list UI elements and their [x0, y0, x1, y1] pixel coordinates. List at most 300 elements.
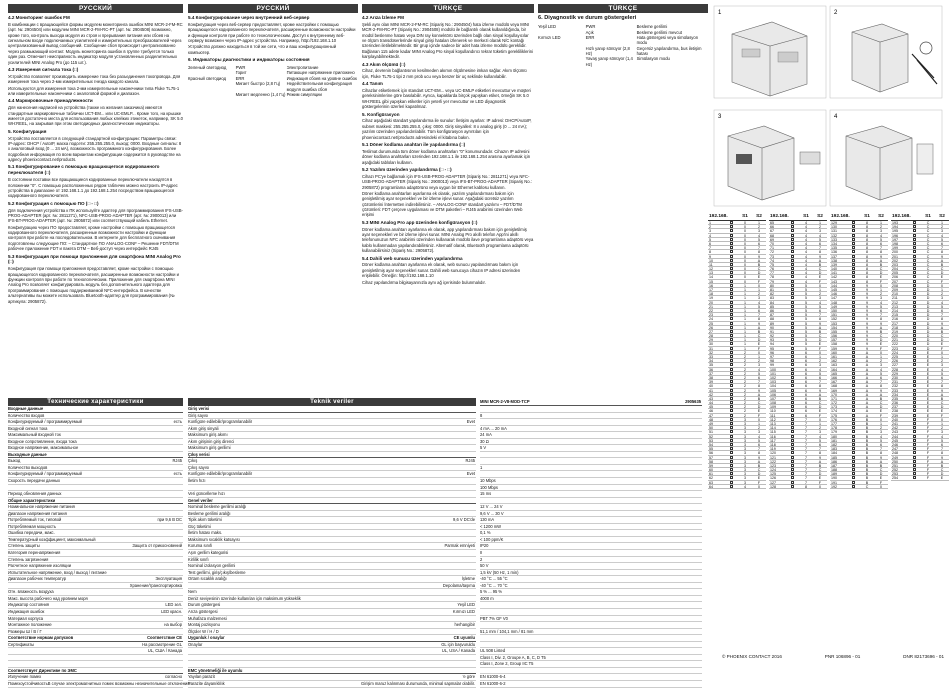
switch-s1-value: A: [865, 350, 869, 355]
switch-s2-value: B: [757, 329, 761, 334]
address-value: 41: [709, 388, 713, 393]
tech-label: Durum göstergesi: [188, 602, 221, 608]
address-box: [852, 363, 860, 366]
checkbox-icon: [913, 338, 916, 341]
switch-s1-value: 6: [805, 413, 807, 418]
checkbox-icon: [730, 368, 733, 371]
tech-label: Излучение помех: [8, 674, 42, 680]
tech-label: Степень загрязнения: [8, 556, 49, 562]
address-value: 3: [709, 229, 711, 234]
switch-s2-value: D: [818, 338, 822, 343]
address-value: 169: [831, 388, 837, 393]
address-value: 137: [831, 254, 837, 259]
switch-s2-value: B: [757, 396, 761, 401]
tech-value-extra: [701, 583, 702, 589]
address-box: [913, 326, 921, 329]
switch-s2-value: 6: [758, 241, 760, 246]
address-box: [791, 301, 799, 304]
switch-s1-value: 5: [805, 317, 807, 322]
tech-value: [480, 458, 701, 464]
address-box: [730, 405, 738, 408]
address-value: 64: [709, 484, 713, 489]
switch-s1-value: 4: [805, 262, 807, 267]
switch-s2-value: 8: [880, 451, 882, 456]
switch-s1-value: 6: [805, 396, 807, 401]
address-value: 203: [892, 262, 898, 267]
checkbox-icon: [791, 468, 794, 471]
diag-led: [538, 56, 586, 67]
checkbox-icon: [730, 418, 733, 421]
tech-value-extra: [701, 524, 702, 530]
tech-label: [188, 661, 475, 667]
switch-s2-value: 8: [880, 317, 882, 322]
tech-label: Giriş verisi: [188, 406, 210, 411]
address-value: 162: [831, 359, 837, 364]
switch-s2-value: 6: [819, 442, 821, 447]
address-box: [791, 250, 799, 253]
tech-value: 0,1 %: [480, 530, 491, 536]
switch-s2-value: 9: [758, 254, 760, 259]
address-value: 26: [709, 325, 713, 330]
address-value: 34: [709, 359, 713, 364]
switch-s2-value: E: [940, 409, 944, 414]
copyright: © PHOENIX CONTACT 2016: [722, 654, 782, 659]
address-box: [913, 384, 921, 387]
switch-s2-value: 7: [880, 313, 882, 318]
checkbox-icon: [913, 393, 916, 396]
checkbox-icon: [791, 464, 794, 467]
switch-s2-value: 9: [758, 388, 760, 393]
checkbox-icon: [852, 460, 855, 463]
address-box: [852, 313, 860, 316]
switch-s2-value: 2: [819, 292, 821, 297]
checkbox-icon: [791, 397, 794, 400]
tech-condition: [182, 524, 183, 530]
address-box: [913, 238, 921, 241]
switch-s2-value: A: [757, 459, 761, 464]
switch-s1-value: 6: [805, 371, 807, 376]
checkbox-icon: [730, 443, 733, 446]
tech-value: 12 V ... 24 V: [480, 504, 503, 510]
address-value: 77: [770, 271, 774, 276]
checkbox-icon: [791, 347, 794, 350]
checkbox-icon: [852, 288, 855, 291]
address-box: [730, 305, 738, 308]
address-value: 63: [709, 480, 713, 485]
checkbox-icon: [913, 426, 916, 429]
address-value: 25: [709, 321, 713, 326]
tech-condition: LED красн.: [161, 608, 182, 614]
switch-s1-value: E: [926, 388, 930, 393]
switch-s2-value: 5: [819, 237, 821, 242]
address-value: 155: [831, 329, 837, 334]
tech-label: Материал корпуса: [8, 615, 44, 621]
diag-led: Yeşil LED: [538, 24, 557, 30]
address-value: 86: [770, 308, 774, 313]
address-value: 243: [892, 430, 898, 435]
tech-label: Скорость передачи данных: [8, 478, 61, 484]
tech-value-extra: [701, 609, 702, 615]
address-value: 134: [831, 241, 837, 246]
switch-s2-value: 8: [941, 250, 943, 255]
address-box: [913, 225, 921, 228]
address-value: 54: [709, 442, 713, 447]
switch-s1-value: 5: [805, 304, 807, 309]
tech-condition: Хранение/транспортировка: [129, 582, 182, 588]
tech-condition: [182, 445, 183, 451]
switch-s2-value: D: [818, 271, 822, 276]
diag-meaning: Режим симуляции: [286, 91, 322, 97]
switch-s1-value: 7: [805, 422, 807, 426]
switch-s1-value: 0: [744, 262, 746, 267]
switch-s1-value: 8: [866, 262, 868, 267]
diag-state: PWR: [585, 24, 596, 30]
switch-s1-label: S1: [925, 214, 931, 219]
switch-s2-value: 5: [819, 371, 821, 376]
address-box: [730, 389, 738, 392]
address-box: [730, 280, 738, 283]
switch-s2-value: 6: [880, 308, 882, 313]
address-value: 181: [831, 438, 837, 443]
switch-s2-value: 6: [880, 375, 882, 380]
switch-s1-value: 5: [805, 346, 807, 351]
tech-condition: herhangibir: [454, 622, 475, 628]
address-box: [791, 234, 799, 237]
checkbox-icon: [791, 305, 794, 308]
switch-s1-value: 6: [805, 359, 807, 364]
checkbox-icon: [791, 401, 794, 404]
switch-s1-value: 6: [805, 405, 807, 410]
checkbox-icon: [730, 414, 733, 417]
switch-s2-value: 4: [819, 233, 821, 238]
figure-label: 2: [834, 10, 838, 16]
technical-values: [480, 398, 702, 688]
switch-s1-value: 5: [805, 308, 807, 313]
checkbox-icon: [791, 338, 794, 341]
address-value: 38: [709, 375, 713, 380]
tech-condition: Girişim maruz kalınması durumunda, minimal sapmalar olabilir.: [361, 680, 475, 686]
address-box: [852, 401, 860, 404]
paragraph: В комбинации с вращающейся формы модулем мониторинга ошибок MINI MCR-2-FM-RC (арт. №: 2904504) или модулем MINI MCR-2-FM-RC-PT (арт. №: 2904508) возможно, кроме того, контроль выхода модуля из строя и прерывания питания или сбоев на сигнальном входе подключаемых усилителей и измерительных преобразователей через централизованный вывод сообщений. Сообщение сбоя происходит централизованно через размыкающий контакт. Модуль мониторинга ошибок в группе требуется только один раз. Отмечает неисправность индикатор модуля установленных разделительных усилителей MINI Analog Pro (до 115 шт.).: [8, 21, 183, 65]
checkbox-icon: [730, 447, 733, 450]
checkbox-icon: [913, 280, 916, 283]
tech-value: 24 mA: [480, 432, 492, 438]
address-value: 206: [892, 275, 898, 280]
checkbox-icon: [913, 326, 916, 329]
address-box: [730, 322, 738, 325]
tech-value: 1,5 kV (50 Hz, 1 min): [480, 569, 519, 575]
tech-value-extra: [701, 550, 702, 556]
switch-s1-value: 4: [805, 254, 807, 259]
address-box: [913, 380, 921, 383]
address-box: [791, 443, 799, 446]
switch-s2-value: 9: [880, 254, 882, 259]
address-box: [852, 380, 860, 383]
switch-s2-value: 8: [819, 384, 821, 389]
address-value: 150: [831, 308, 837, 313]
address-box: [791, 322, 799, 325]
address-value: 24: [709, 317, 713, 322]
tech-value: EN 61000-6-4: [480, 674, 506, 680]
tech-label: Çıkış verisi: [188, 451, 210, 457]
checkbox-icon: [791, 221, 794, 224]
address-value: 239: [892, 413, 898, 418]
address-box: [791, 409, 799, 412]
switch-s2-value: 7: [819, 380, 821, 385]
tech-value-extra: [701, 485, 702, 491]
address-box: [791, 292, 799, 295]
tech-condition: [182, 452, 183, 458]
tech-value-extra: [701, 602, 702, 608]
switch-s2-label: S2: [878, 214, 884, 219]
tech-condition: Parmak emniyeti: [444, 543, 475, 549]
address-box: [852, 443, 860, 446]
tech-value: [480, 602, 701, 608]
switch-s1-value: 4: [805, 233, 807, 238]
pnr-number: PNR 106896 - 01: [824, 654, 861, 659]
checkbox-icon: [913, 271, 916, 274]
tech-value: 130 mA: [480, 517, 495, 523]
address-value: 148: [831, 300, 837, 305]
address-value: 111: [770, 413, 776, 418]
switch-s2-value: 6: [941, 308, 943, 313]
address-value: 136: [831, 250, 837, 255]
address-box: [852, 464, 860, 467]
address-value: 214: [892, 308, 898, 313]
address-box: [791, 288, 799, 291]
address-box: [913, 409, 921, 412]
address-value: 252: [892, 468, 898, 473]
address-value: 174: [831, 409, 837, 414]
checkbox-icon: [852, 481, 855, 484]
switch-s1-value: A: [865, 355, 869, 359]
switch-s1-value: 8: [866, 254, 868, 259]
address-value: 66: [770, 225, 774, 230]
address-box: [852, 426, 860, 429]
tech-condition: [182, 439, 183, 445]
tech-value: [480, 668, 701, 674]
figure-4: [830, 110, 942, 206]
switch-s1-value: 1: [744, 283, 746, 288]
address-box: [730, 426, 738, 429]
address-value: 156: [831, 334, 837, 339]
switch-s2-value: E: [879, 476, 883, 481]
ru-column-1: [8, 4, 183, 394]
checkbox-icon: [852, 259, 855, 262]
section-heading: 5.2 Конфигурация с помощью ПО (□ - □): [8, 200, 99, 206]
address-value: 23: [709, 313, 713, 318]
checkbox-icon: [913, 292, 916, 295]
checkbox-icon: [730, 259, 733, 262]
address-value: 8: [709, 250, 711, 255]
checkbox-icon: [791, 330, 794, 333]
switch-s2-value: 9: [758, 455, 760, 460]
address-value: 114: [770, 426, 776, 431]
address-value: 234: [892, 392, 898, 397]
address-box: [913, 451, 921, 454]
address-value: 195: [892, 229, 898, 234]
address-value: 40: [709, 384, 713, 389]
checkbox-icon: [791, 234, 794, 237]
checkbox-icon: [913, 472, 916, 475]
switch-s1-value: 8: [866, 225, 868, 230]
checkbox-icon: [791, 460, 794, 463]
switch-s1-value: 7: [805, 480, 807, 485]
diag-state: Мигает медленно (1,4 Гц): [235, 91, 286, 97]
address-value: 149: [831, 304, 837, 309]
switch-s2-value: 3: [941, 363, 943, 368]
switch-s2-value: D: [818, 472, 822, 477]
switch-s1-value: B: [865, 451, 869, 456]
switch-s2-value: F: [940, 346, 944, 351]
switch-s1-label: S1: [742, 214, 748, 219]
tech-value: 4000 m: [480, 595, 494, 601]
address-value: 185: [831, 455, 837, 460]
switch-s2-value: 1: [819, 422, 821, 426]
switch-s2-value: 9: [880, 321, 882, 326]
switch-s1-value: 8: [866, 241, 868, 246]
switch-s2-value: 2: [758, 426, 760, 431]
address-value: 39: [709, 380, 713, 385]
address-value: 100: [770, 367, 776, 372]
paragraph: Döner kodlama anahtarı ayarlarına ek olarak, web sunucu yapılandırması bakım için genişletilmiş ayar seçenekleri sunar. Dahili web sunucuya cihazın IP adresi üzerinden erişilebilir. Örneğin: http://192.168.1.10: [362, 262, 521, 279]
switch-s1-value: D: [926, 296, 930, 301]
address-value: 251: [892, 463, 898, 468]
tech-value-extra: [701, 596, 702, 602]
checkbox-icon: [730, 242, 733, 245]
switch-s2-value: 3: [941, 430, 943, 435]
tr-column-2: [538, 4, 708, 84]
address-box: [730, 414, 738, 417]
switch-s1-value: 1: [744, 321, 746, 326]
ru2-text: [188, 15, 358, 63]
address-column: [891, 214, 949, 481]
checkbox-icon: [852, 338, 855, 341]
address-box: [913, 288, 921, 291]
checkbox-icon: [913, 435, 916, 438]
address-box: [791, 296, 799, 299]
section-heading: 5. Konfigürasyon: [362, 111, 400, 117]
tech-value: 2: [480, 556, 483, 562]
address-box: [730, 288, 738, 291]
address-box: [791, 326, 799, 329]
address-box: [852, 447, 860, 450]
address-value: 37: [709, 371, 713, 376]
diag-led: [538, 46, 586, 57]
checkbox-icon: [913, 389, 916, 392]
tech-label: Количество выходов: [8, 464, 48, 470]
address-box: [852, 338, 860, 341]
switch-s2-value: 6: [941, 375, 943, 380]
tech-value-extra: [701, 406, 702, 412]
address-value: 160: [831, 350, 837, 355]
address-value: 10: [709, 258, 713, 263]
address-value: 30: [709, 342, 713, 347]
switch-s2-value: C: [879, 468, 883, 473]
address-value: 133: [831, 237, 837, 242]
address-value: 228: [892, 367, 898, 372]
address-box: [852, 238, 860, 241]
switch-s1-value: 3: [744, 426, 746, 431]
address-value: 22: [709, 308, 713, 313]
tech-label: Giriş sayısı: [188, 412, 209, 418]
checkbox-icon: [791, 259, 794, 262]
address-value: 81: [770, 288, 774, 292]
address-box: [791, 338, 799, 341]
address-value: 209: [892, 288, 898, 292]
checkbox-icon: [852, 234, 855, 237]
address-value: 18: [709, 292, 713, 297]
address-value: 249: [892, 455, 898, 460]
checkbox-icon: [791, 376, 794, 379]
checkbox-icon: [791, 359, 794, 362]
address-value: 180: [831, 434, 837, 439]
checkbox-icon: [913, 405, 916, 408]
switch-s2-value: E: [757, 342, 761, 347]
address-value: 59: [709, 463, 713, 468]
address-value: 207: [892, 279, 898, 284]
checkbox-icon: [852, 275, 855, 278]
switch-s2-value: 4: [758, 434, 760, 439]
address-box: [852, 309, 860, 312]
switch-s2-value: B: [757, 262, 761, 267]
address-box: [913, 464, 921, 467]
address-box: [913, 313, 921, 316]
switch-s2-value: 6: [819, 308, 821, 313]
switch-s2-value: 6: [819, 241, 821, 246]
paragraph: Şekli aynı olan MINI MCR-2-FM-RC (Sipariş No.: 2904504) hata izleme modülü veya MINI MCR-2-FM-RC-PT (Sipariş No.: 2904508) modülü ile bağlantılı olarak kullanıldığında, bir modül beslenme hatası veya DIN ray konnektörü üzerinden bağlı olan sinyal koşullayıcılar ve ölçüm transdüserlerinde sinyal girişi hataları izlenerek ve merkezi olarak N/C kontağı üzerinden iletilebilmektedir. Bir grup içinde sadece bir adet hata izleme modülü gereklidir. Bağlanan 115 adete kadar MINI Analog Pro sinyal koşullandırıcı tekrar tüketim gerekliliklerini karşılayabilmektedir.: [362, 21, 533, 60]
checkbox-icon: [730, 284, 733, 287]
address-box: [852, 234, 860, 237]
switch-s1-value: 4: [805, 267, 807, 272]
switch-s1-value: 6: [805, 363, 807, 368]
checkbox-icon: [852, 267, 855, 270]
checkbox-icon: [730, 481, 733, 484]
switch-s1-value: 9: [866, 304, 868, 309]
switch-s2-value: 9: [880, 388, 882, 393]
address-value: 153: [831, 321, 837, 326]
switch-s1-value: 4: [805, 241, 807, 246]
switch-s2-value: 2: [819, 225, 821, 230]
switch-s2-value: 0: [758, 484, 760, 489]
address-box: [913, 418, 921, 421]
address-box: [730, 292, 738, 295]
checkbox-icon: [791, 255, 794, 258]
switch-s1-value: E: [926, 392, 930, 397]
address-value: 5: [709, 237, 711, 242]
switch-s1-value: 2: [744, 392, 746, 397]
tech-label: [8, 583, 130, 589]
tech-label: Потребляемый ток, типовой: [8, 517, 62, 523]
switch-s2-value: 9: [819, 321, 821, 326]
tech-condition: [475, 452, 476, 458]
tech-condition: Защита от прикосновений: [132, 543, 182, 549]
address-box: [913, 359, 921, 362]
tech-value: [480, 609, 701, 615]
checkbox-icon: [730, 263, 733, 266]
switch-s1-value: 1: [744, 304, 746, 309]
address-value: 51: [709, 430, 713, 435]
address-value: 109: [770, 405, 776, 410]
tech-label: [188, 648, 442, 654]
address-box: [730, 255, 738, 258]
switch-s2-value: A: [879, 258, 883, 263]
switch-s2-value: C: [818, 334, 822, 339]
switch-s1-value: 2: [744, 350, 746, 355]
tech-condition: есть: [173, 419, 182, 425]
switch-s2-value: 3: [819, 363, 821, 368]
address-box: [791, 263, 799, 266]
